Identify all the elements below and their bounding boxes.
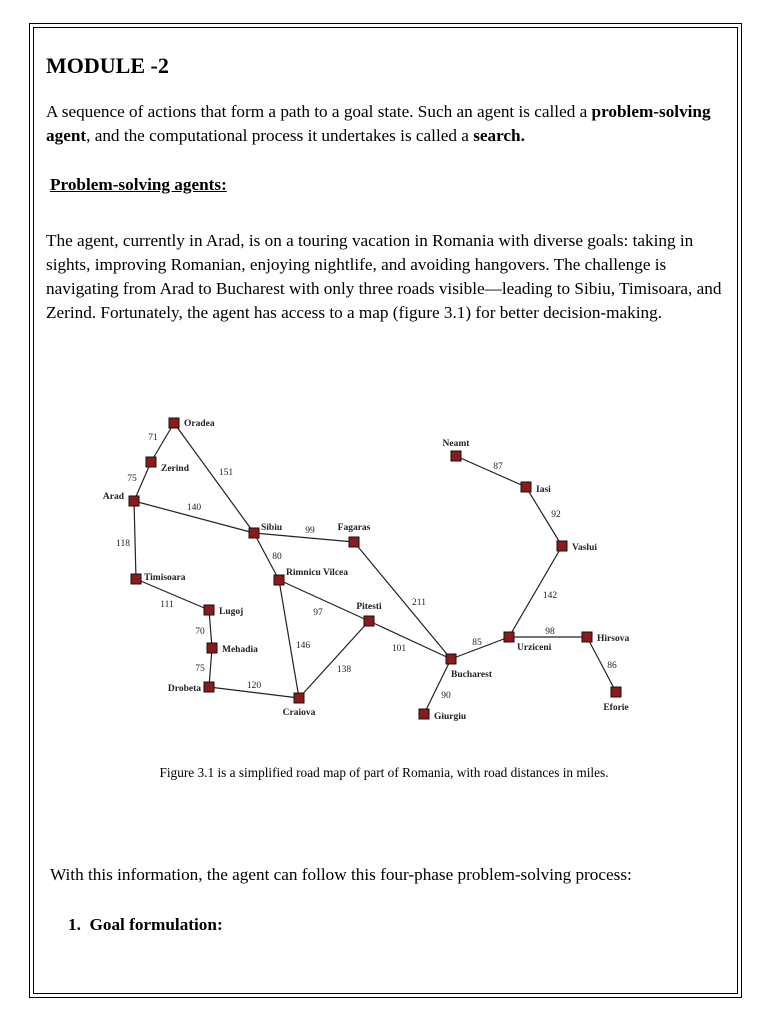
city-node-sibiu — [249, 528, 259, 538]
distance-label-iasi-neamt: 87 — [493, 462, 503, 472]
city-label-oradea: Oradea — [184, 419, 215, 429]
road-oradea-sibiu — [174, 423, 254, 533]
distance-label-oradea-zerind: 71 — [148, 433, 158, 443]
module-title: MODULE -2 — [46, 53, 169, 78]
body-paragraph: The agent, currently in Arad, is on a touring vacation in Romania with diverse goals: taking in sights, improving Romanian, enjoying nightlife, and avoiding hangovers. The challenge is navigating from Arad to Bucharest with only three roads visible—leading to Sibiu, Timisoara, and Zerind. Fortunately, the agent has access to a map (figure 3.1) for better decision-making. — [46, 231, 722, 322]
list-number: 1. — [68, 915, 81, 934]
distance-label-bucharest-urziceni: 85 — [472, 638, 482, 648]
road-mehadia-drobeta — [209, 648, 212, 687]
city-node-arad — [129, 496, 139, 506]
city-node-drobeta — [204, 682, 214, 692]
city-node-lugoj — [204, 605, 214, 615]
road-pitesti-bucharest — [369, 621, 451, 659]
distance-label-oradea-sibiu: 151 — [218, 468, 234, 478]
city-node-urziceni — [504, 632, 514, 642]
city-label-giurgiu: Giurgiu — [434, 712, 467, 722]
distance-label-rimnicu-vilcea-craiova: 146 — [295, 641, 311, 651]
distance-label-arad-sibiu: 140 — [186, 503, 202, 513]
city-label-vaslui: Vaslui — [572, 543, 597, 553]
city-label-zerind: Zerind — [161, 464, 189, 474]
intro-paragraph — [46, 100, 726, 148]
city-label-neamt: Neamt — [442, 439, 470, 449]
city-label-craiova: Craiova — [282, 708, 316, 718]
city-node-zerind — [146, 457, 156, 467]
city-label-arad: Arad — [102, 492, 124, 502]
transition-paragraph: With this information, the agent can follow this four-phase problem-solving process: — [50, 865, 632, 884]
road-craiova-pitesti — [299, 621, 369, 698]
distance-label-pitesti-bucharest: 101 — [391, 644, 407, 654]
distance-label-fagaras-bucharest: 211 — [412, 598, 426, 608]
road-fagaras-bucharest — [354, 542, 451, 659]
distance-label-lugoj-mehadia: 70 — [195, 627, 205, 637]
city-node-craiova — [294, 693, 304, 703]
intro-text-1: A sequence of actions that form a path to a goal state. Such an agent is called a — [46, 102, 592, 121]
section-heading: Problem-solving agents: — [50, 175, 227, 194]
city-label-iasi: Iasi — [536, 485, 551, 495]
intro-term-search: search. — [473, 126, 525, 145]
romania-road-map — [96, 408, 656, 733]
distance-label-sibiu-fagaras: 99 — [305, 526, 315, 536]
distance-label-bucharest-giurgiu: 90 — [441, 691, 451, 701]
city-label-pitesti: Pitesti — [356, 602, 382, 612]
city-node-oradea — [169, 418, 179, 428]
city-label-hirsova: Hirsova — [597, 634, 630, 644]
road-iasi-neamt — [456, 456, 526, 487]
distance-label-arad-timisoara: 118 — [116, 539, 130, 549]
road-bucharest-giurgiu — [424, 659, 451, 714]
distance-label-hirsova-eforie: 86 — [607, 661, 617, 671]
intro-term-problem-solving-agent: problem-solving agent — [46, 102, 711, 145]
city-node-fagaras — [349, 537, 359, 547]
road-rimnicu-vilcea-pitesti — [279, 580, 369, 621]
city-label-timisoara: Timisoara — [144, 573, 186, 583]
distance-label-drobeta-craiova: 120 — [246, 681, 262, 691]
distance-label-urziceni-hirsova: 98 — [545, 627, 555, 637]
city-label-drobeta: Drobeta — [167, 684, 201, 694]
city-node-giurgiu — [419, 709, 429, 719]
road-sibiu-fagaras — [254, 533, 354, 542]
city-node-pitesti — [364, 616, 374, 626]
intro-text-2: , and the computational process it undertakes is called a — [86, 126, 474, 145]
city-node-rimnicu-vilcea — [274, 575, 284, 585]
list-item-label: Goal formulation: — [89, 915, 223, 934]
distance-label-vaslui-iasi: 92 — [551, 510, 561, 520]
road-lugoj-mehadia — [209, 610, 212, 648]
city-node-timisoara — [131, 574, 141, 584]
list-item-goal-formulation — [68, 915, 223, 935]
distance-label-zerind-arad: 75 — [127, 474, 137, 484]
city-node-mehadia — [207, 643, 217, 653]
distance-label-timisoara-lugoj: 111 — [160, 600, 174, 610]
distance-label-rimnicu-vilcea-pitesti: 97 — [313, 608, 323, 618]
city-node-eforie — [611, 687, 621, 697]
city-label-lugoj: Lugoj — [219, 607, 244, 617]
city-node-bucharest — [446, 654, 456, 664]
city-node-neamt — [451, 451, 461, 461]
city-label-mehadia: Mehadia — [222, 645, 258, 655]
city-node-iasi — [521, 482, 531, 492]
distance-label-mehadia-drobeta: 75 — [195, 664, 205, 674]
road-arad-timisoara — [134, 501, 136, 579]
road-rimnicu-vilcea-craiova — [279, 580, 299, 698]
city-label-fagaras: Fagaras — [337, 523, 371, 533]
distance-label-sibiu-rimnicu-vilcea: 80 — [272, 552, 282, 562]
city-label-rimnicu-vilcea: Rimnicu Vilcea — [286, 568, 349, 578]
distance-label-craiova-pitesti: 138 — [336, 665, 352, 675]
city-node-hirsova — [582, 632, 592, 642]
distance-label-urziceni-vaslui: 142 — [542, 591, 558, 601]
city-node-vaslui — [557, 541, 567, 551]
city-label-urziceni: Urziceni — [517, 643, 552, 653]
city-label-bucharest: Bucharest — [451, 670, 492, 680]
city-label-eforie: Eforie — [603, 703, 629, 713]
city-label-sibiu: Sibiu — [261, 523, 283, 533]
figure-caption: Figure 3.1 is a simplified road map of part of Romania, with road distances in miles. — [159, 765, 609, 780]
